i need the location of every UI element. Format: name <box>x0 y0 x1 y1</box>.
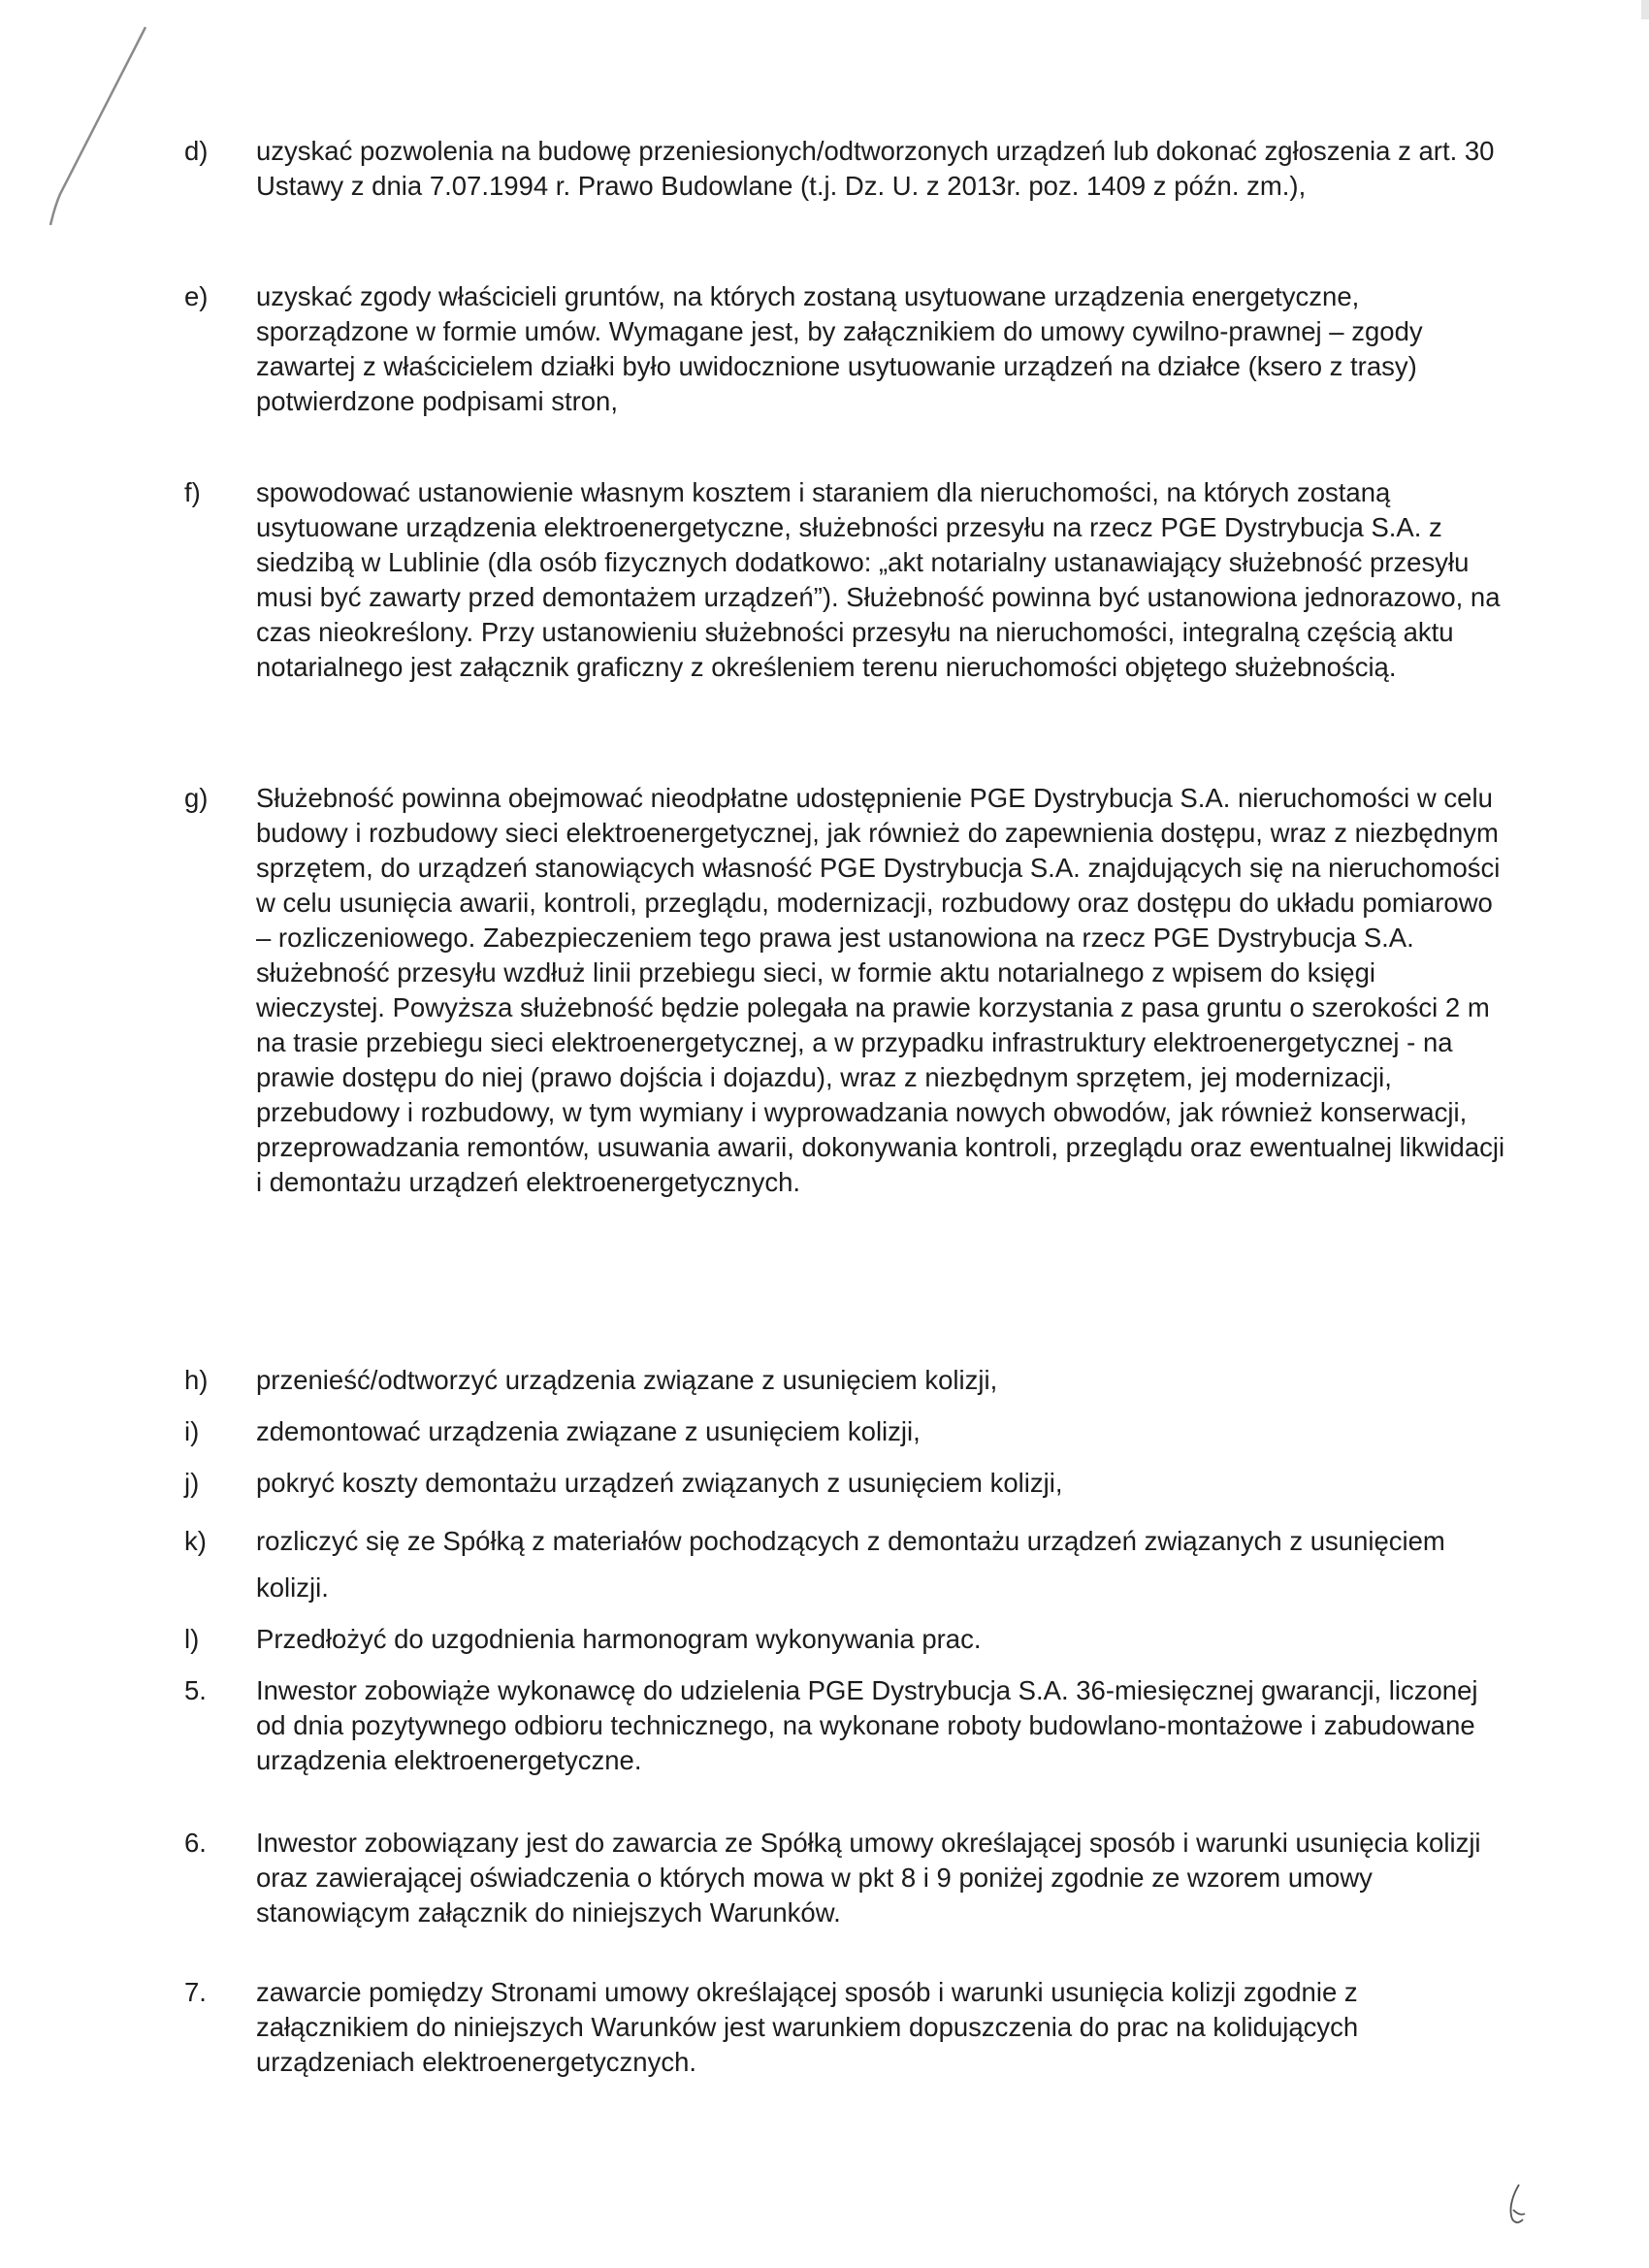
list-item-text: Inwestor zobowiąże wykonawcę do udzielenia PGE Dystrybucja S.A. 36-miesięcznej gwarancji, liczonej od dnia pozytywnego odbioru technicznego, na wykonane roboty budowlano-montażowe i zabudowane urządzenia elektroenergetyczne. <box>256 1675 1478 1775</box>
list-item-g <box>184 781 1510 1200</box>
list-marker: d) <box>184 136 209 166</box>
list-marker: k) <box>184 1526 207 1556</box>
initials-signature <box>1502 2181 1531 2229</box>
list-item-h <box>184 1363 1510 1398</box>
list-item-5 <box>184 1673 1510 1778</box>
list-item-text: rozliczyć się ze Spółką z materiałów pochodzących z demontażu urządzeń związanych z usunięciem kolizji. <box>256 1526 1445 1603</box>
list-item-text: zawarcie pomiędzy Stronami umowy określającej sposób i warunki usunięcia kolizji zgodnie z załącznikiem do niniejszych Warunków jest warunkiem dopuszczenia do prac na kolidujących urządzeniach elektroenergetycznych. <box>256 1977 1359 2077</box>
list-marker: 6. <box>184 1828 207 1858</box>
list-item-text: przenieść/odtworzyć urządzenia związane z usunięciem kolizji, <box>256 1365 998 1395</box>
list-item-text: uzyskać pozwolenia na budowę przeniesionych/odtworzonych urządzeń lub dokonać zgłoszenia z art. 30 Ustawy z dnia 7.07.1994 r. Prawo Budowlane (t.j. Dz. U. z 2013r. poz. 1409 z późn. zm.), <box>256 136 1495 201</box>
list-marker: 7. <box>184 1977 207 2007</box>
list-marker: 5. <box>184 1675 207 1705</box>
scan-edge-line <box>0 0 194 252</box>
list-marker: j) <box>184 1468 200 1498</box>
list-item-d <box>184 134 1510 204</box>
list-item-text: uzyskać zgody właścicieli gruntów, na których zostaną usytuowane urządzenia energetyczne, sporządzone w formie umów. Wymagane jest, by załącznikiem do umowy cywilno-prawnej – zgody zawartej z właścicielem działki było uwidocznione usytuowanie urządzeń na działce (ksero z trasy) potwierdzone podpisami stron, <box>256 281 1423 416</box>
list-item-l <box>184 1622 1510 1657</box>
list-marker: f) <box>184 477 201 507</box>
list-marker: i) <box>184 1416 200 1446</box>
list-item-text: Służebność powinna obejmować nieodpłatne udostępnienie PGE Dystrybucja S.A. nieruchomości w celu budowy i rozbudowy sieci elektroenergetycznej, jak również do zapewnienia dostępu, wraz z niezbędnym sprzętem, do urządzeń stanowiących własność PGE Dystrybucja S.A. znajdujących się na nieruchomości w celu usunięcia awarii, kontroli, przeglądu, modernizacji, rozbudowy oraz dostępu do układu pomiarowo – rozliczeniowego. Zabezpieczeniem tego prawa jest ustanowiona na rzecz PGE Dystrybucja S.A. służebność przesyłu wzdłuż linii przebiegu sieci, w formie aktu notarialnego z wpisem do księgi wieczystej. Powyższa służebność będzie polegała na prawie korzystania z pasa gruntu o szerokości 2 m na trasie przebiegu sieci elektroenergetycznej, a w przypadku infrastruktury elektroenergetycznej - na prawie dostępu do niej (prawo dojścia i dojazdu), wraz z niezbędnym sprzętem, jej modernizacji, przebudowy i rozbudowy, w tym wymiany i wyprowadzania nowych obwodów, jak również konserwacji, przeprowadzania remontów, usuwania awarii, dokonywania kontroli, przeglądu oraz ewentualnej likwidacji i demontażu urządzeń elektroenergetycznych. <box>256 783 1505 1197</box>
list-item-i <box>184 1414 1510 1449</box>
list-item-6 <box>184 1826 1510 1930</box>
scan-corner-mark <box>1641 0 1649 19</box>
list-item-7 <box>184 1975 1510 2080</box>
list-item-text: zdemontować urządzenia związane z usunięciem kolizji, <box>256 1416 921 1446</box>
list-item-text: spowodować ustanowienie własnym kosztem i staraniem dla nieruchomości, na których zostaną usytuowane urządzenia elektroenergetyczne, służebności przesyłu na rzecz PGE Dystrybucja S.A. z siedzibą w Lublinie (dla osób fizycznych dodatkowo: „akt notarialny ustanawiający służebność przesyłu musi być zawarty przed demontażem urządzeń”). Służebność powinna być ustanowiona jednorazowo, na czas nieokreślony. Przy ustanowieniu służebności przesyłu na nieruchomości, integralną częścią aktu notarialnego jest załącznik graficzny z określeniem terenu nieruchomości objętego służebnością. <box>256 477 1501 682</box>
list-item-k <box>184 1518 1510 1611</box>
list-item-f <box>184 475 1510 685</box>
list-item-e <box>184 279 1510 419</box>
list-item-text: pokryć koszty demontażu urządzeń związanych z usunięciem kolizji, <box>256 1468 1063 1498</box>
list-item-j <box>184 1466 1510 1501</box>
list-marker: e) <box>184 281 209 311</box>
list-marker: l) <box>184 1624 200 1654</box>
list-item-text: Inwestor zobowiązany jest do zawarcia ze Spółką umowy określającej sposób i warunki usunięcia kolizji oraz zawierającej oświadczenia o których mowa w pkt 8 i 9 poniżej zgodnie ze wzorem umowy stanowiącym załącznik do niniejszych Warunków. <box>256 1828 1481 1928</box>
list-marker: h) <box>184 1365 209 1395</box>
list-marker: g) <box>184 783 209 813</box>
list-item-text: Przedłożyć do uzgodnienia harmonogram wykonywania prac. <box>256 1624 982 1654</box>
